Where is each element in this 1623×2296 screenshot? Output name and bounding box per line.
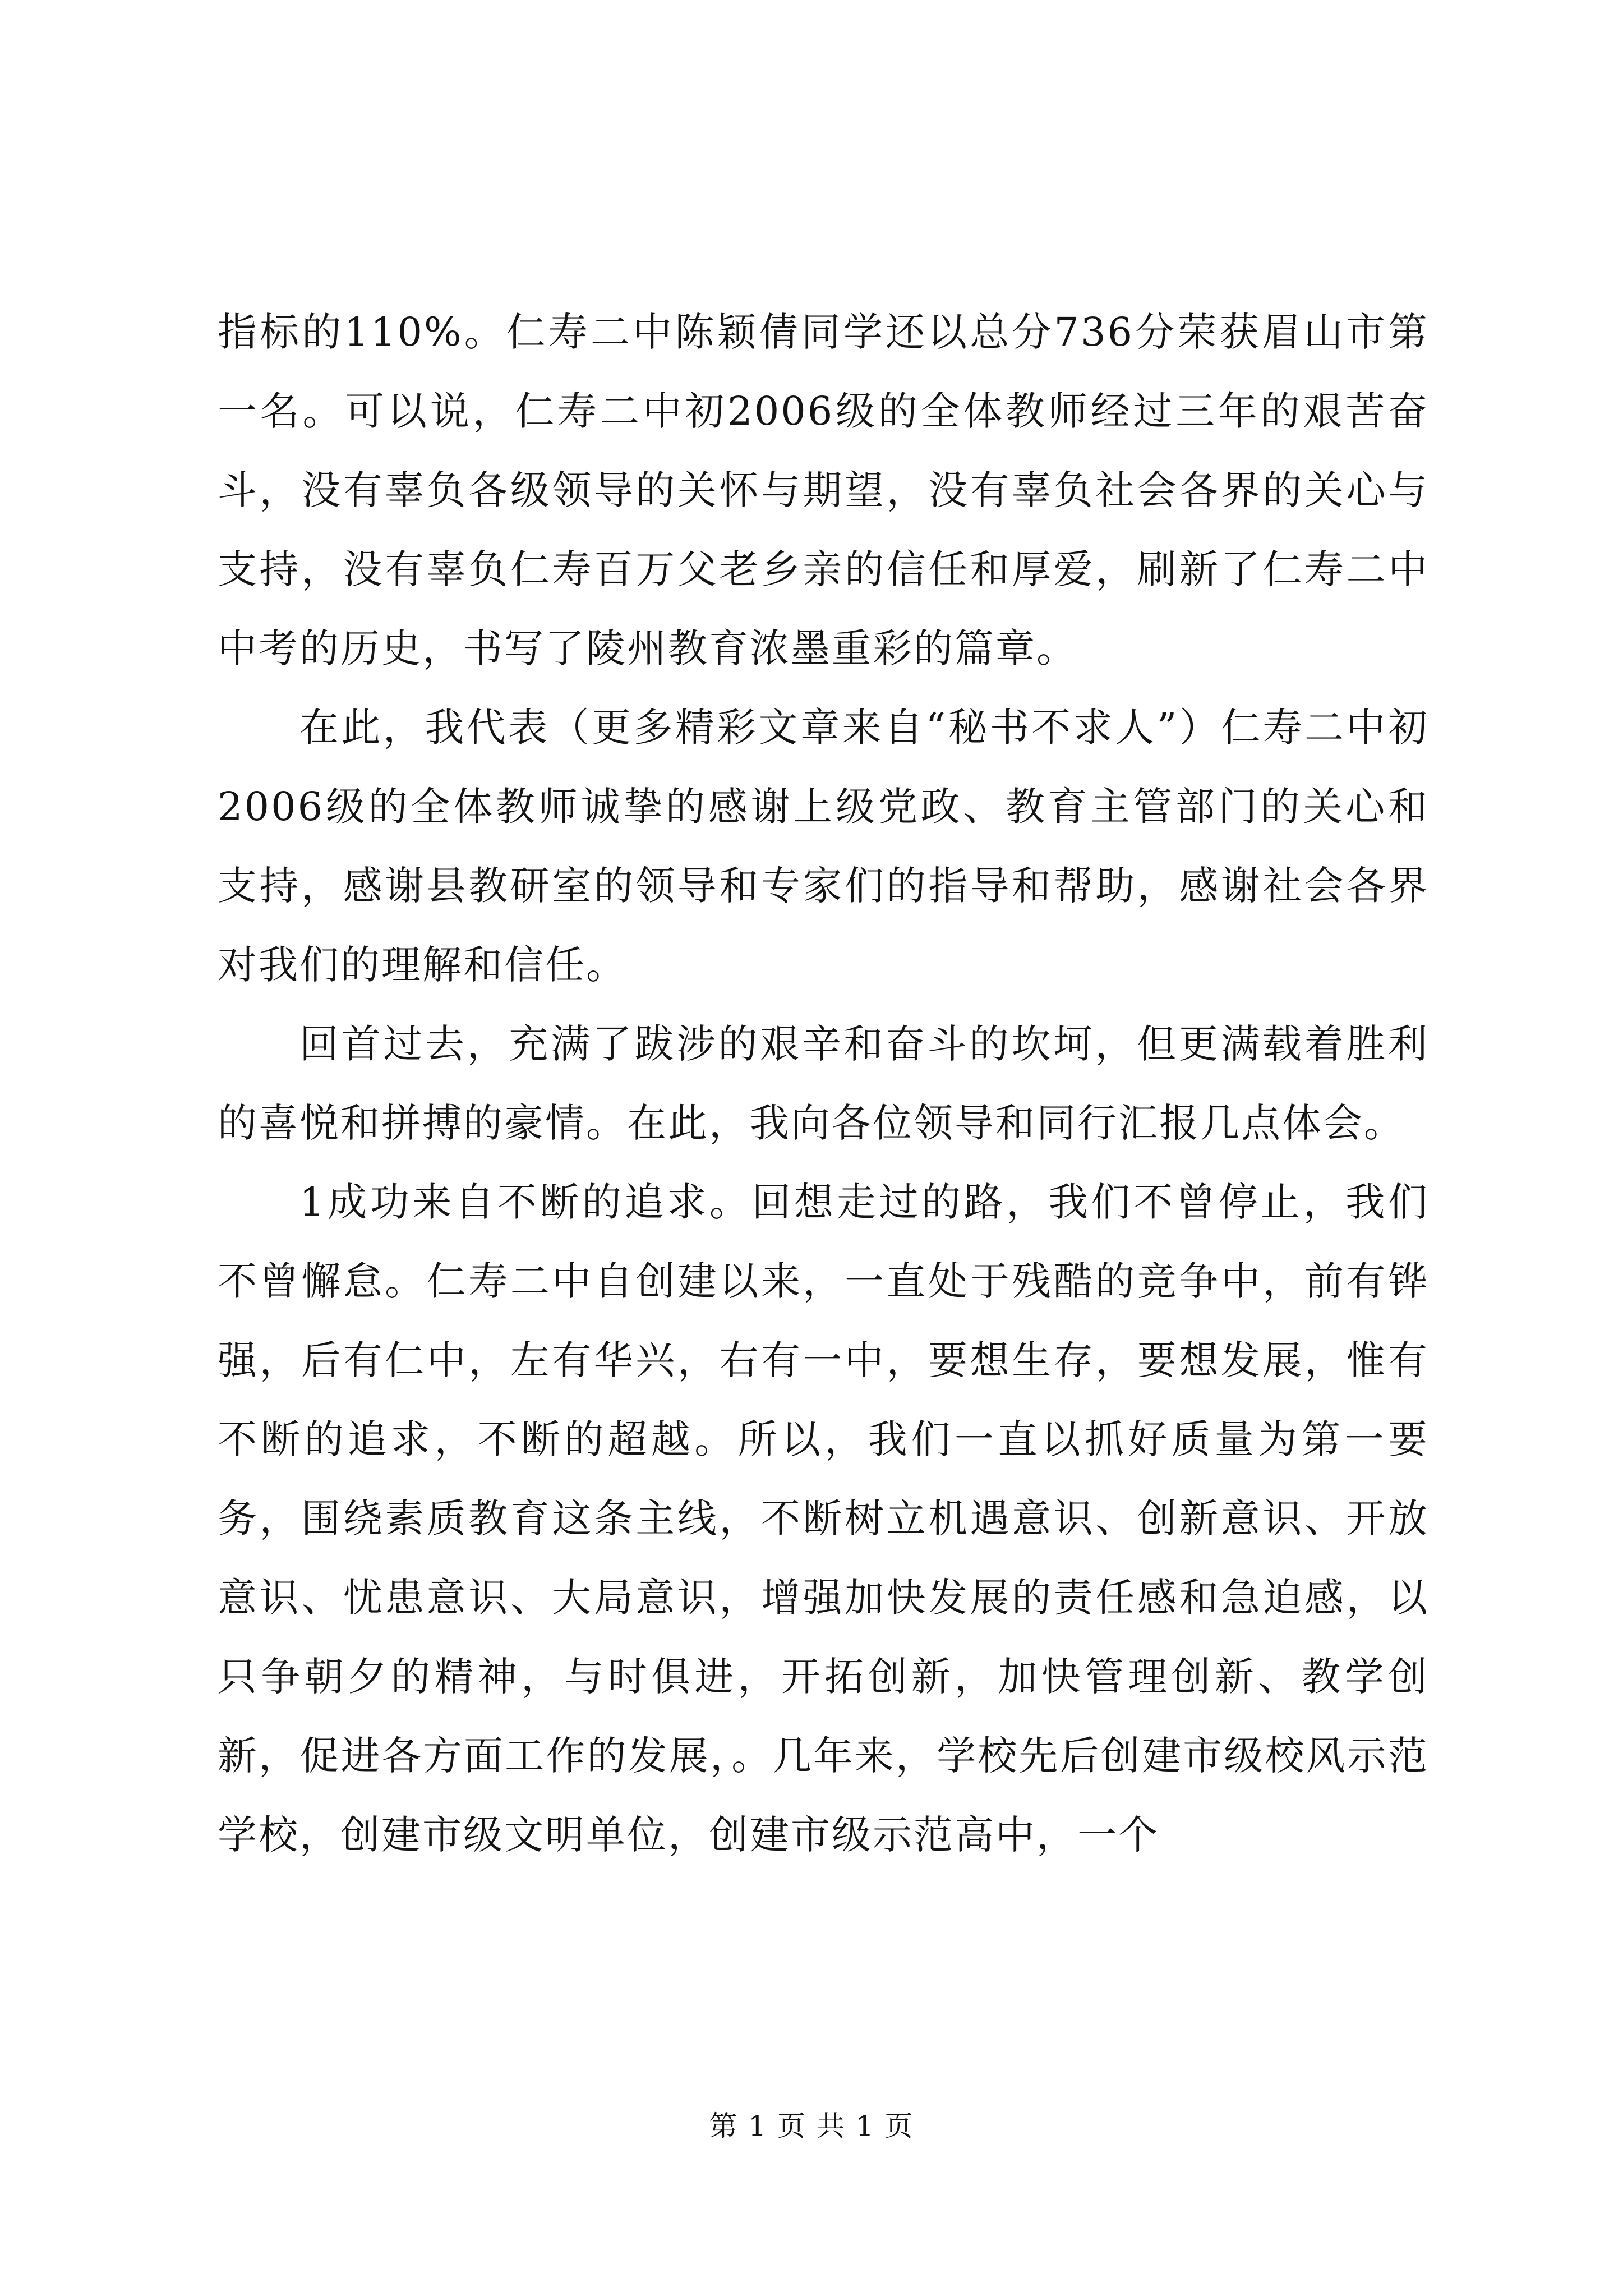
paragraph-2: 在此，我代表（更多精彩文章来自“秘书不求人”）仁寿二中初2006级的全体教师诚挚的感谢上级党政、教育主管部门的关心和支持，感谢县教研室的领导和专家们的指导和帮助，感谢社会各界对我们的理解和信任。: [218, 705, 1429, 988]
paragraph-3: 回首过去，充满了跋涉的艰辛和奋斗的坎坷，但更满载着胜利的喜悦和拼搏的豪情。在此，我向各位领导和同行汇报几点体会。: [218, 1021, 1429, 1146]
document-body: [218, 293, 1429, 1875]
paragraph-1: 指标的110%。仁寿二中陈颖倩同学还以总分736分荣获眉山市第一名。可以说，仁寿二中初2006级的全体教师经过三年的艰苦奋斗，没有辜负各级领导的关怀与期望，没有辜负社会各界的关心与支持，没有辜负仁寿百万父老乡亲的信任和厚爱，刷新了仁寿二中中考的历史，书写了陵州教育浓墨重彩的篇章。: [218, 309, 1429, 671]
paragraph-4: 1成功来自不断的追求。回想走过的路，我们不曾停止，我们不曾懈怠。仁寿二中自创建以来，一直处于残酷的竞争中，前有铧强，后有仁中，左有华兴，右有一中，要想生存，要想发展，惟有不断的追求，不断的超越。所以，我们一直以抓好质量为第一要务，围绕素质教育这条主线，不断树立机遇意识、创新意识、开放意识、忧患意识、大局意识，增强加快发展的责任感和急迫感，以只争朝夕的精神，与时俱进，开拓创新，加快管理创新、教学创新，促进各方面工作的发展，。几年来，学校先后创建市级校风示范学校，创建市级文明单位，创建市级示范高中，一个: [218, 1179, 1429, 1858]
page-footer: 第 1 页 共 1 页: [709, 2110, 914, 2142]
